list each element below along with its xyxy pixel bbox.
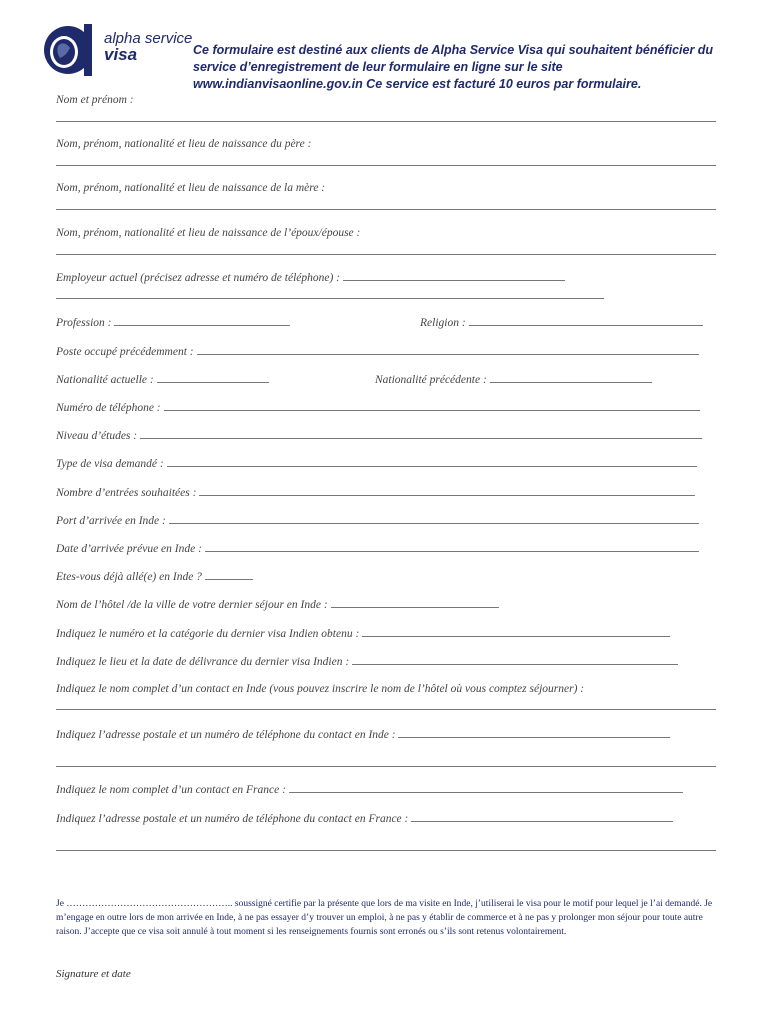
field-entrees-label: Nombre d’entrées souhaitées : — [56, 487, 197, 499]
field-etudes-label: Niveau d’études : — [56, 430, 138, 442]
field-mere-label: Nom, prénom, nationalité et lieu de naissance de la mère : — [56, 182, 326, 194]
field-dernier-visa-label: Indiquez le numéro et la catégorie du dernier visa Indien obtenu : — [56, 628, 360, 640]
field-poste-row — [56, 344, 699, 358]
field-religion-row — [420, 315, 703, 329]
field-etudes-input[interactable] — [140, 428, 702, 439]
field-poste-input[interactable] — [197, 344, 699, 355]
field-adresse-france-label: Indiquez l’adresse postale et un numéro de téléphone du contact en France : — [56, 813, 409, 825]
field-type-visa-input[interactable] — [167, 456, 697, 467]
field-hotel-row — [56, 597, 499, 611]
logo-line1: alpha service — [104, 30, 193, 47]
field-entrees-input[interactable] — [199, 485, 695, 496]
field-port-label: Port d’arrivée en Inde : — [56, 515, 166, 527]
field-lieu-delivrance-label: Indiquez le lieu et la date de délivrance du dernier visa Indien : — [56, 656, 350, 668]
field-contact-inde-input[interactable] — [56, 709, 716, 710]
field-etudes-row — [56, 428, 702, 442]
field-employeur-input[interactable] — [343, 270, 565, 281]
field-contact-france-label: Indiquez le nom complet d’un contact en France : — [56, 784, 286, 796]
field-nat-precedente-label: Nationalité précédente : — [375, 374, 487, 386]
field-nom-input[interactable] — [56, 121, 716, 122]
field-hotel-input[interactable] — [331, 597, 499, 608]
field-adresse-inde-input[interactable] — [398, 727, 670, 738]
field-type-visa-label: Type de visa demandé : — [56, 458, 164, 470]
field-pere-label: Nom, prénom, nationalité et lieu de naissance du père : — [56, 138, 312, 150]
field-nat-precedente-row — [375, 372, 652, 386]
intro-text: Ce formulaire est destiné aux clients de Alpha Service Visa qui souhaitent bénéficier du service d’enregistrement de leur formulaire en ligne sur le site www.indianvisaonline.gov.in Ce service est facturé 10 euros par formulaire. — [193, 43, 714, 91]
field-religion-input[interactable] — [469, 315, 703, 326]
field-epoux-input[interactable] — [56, 254, 716, 255]
field-telephone-label: Numéro de téléphone : — [56, 402, 161, 414]
field-dernier-visa-row — [56, 626, 670, 640]
field-adresse-inde-input-2[interactable] — [56, 766, 716, 767]
field-date-arrivee-row — [56, 541, 699, 555]
field-nat-actuelle-label: Nationalité actuelle : — [56, 374, 154, 386]
field-profession-input[interactable] — [114, 315, 290, 326]
field-nat-actuelle-input[interactable] — [157, 372, 269, 383]
signature-label: Signature et date — [56, 968, 131, 980]
logo-line2: visa — [104, 45, 138, 64]
field-poste-label: Poste occupé précédemment : — [56, 346, 194, 358]
declaration-text: Je …………………………………………….. soussigné certifie par la présente que lors de ma visite en Inde, j’utiliserai le visa pour le motif pour lequel je l’ai demandé. Je m’engage en outre lors de mon arrivée en Inde, à ne pas essayer d’y trouver un emploi, à ne pas y établir de commerce et à ne pas y prolonger mon séjour pour toute autre raison. J’accepte que ce visa soit annulé à tout moment si les renseignements fournis sont erronés ou s’ils sont retenus volontairement. — [56, 899, 713, 937]
field-entrees-row — [56, 485, 695, 499]
field-nat-precedente-input[interactable] — [490, 372, 652, 383]
field-epoux-label: Nom, prénom, nationalité et lieu de naissance de l’époux/épouse : — [56, 227, 361, 239]
field-lieu-delivrance-row — [56, 654, 678, 668]
field-contact-inde-label: Indiquez le nom complet d’un contact en Inde (vous pouvez inscrire le nom de l’hôtel où vous comptez séjourner) : — [56, 683, 585, 695]
field-adresse-inde-label: Indiquez l’adresse postale et un numéro de téléphone du contact en Inde : — [56, 729, 396, 741]
field-lieu-delivrance-input[interactable] — [352, 654, 678, 665]
field-religion-label: Religion : — [420, 317, 466, 329]
field-contact-france-row — [56, 782, 683, 796]
field-adresse-france-input[interactable] — [411, 811, 673, 822]
field-port-row — [56, 513, 699, 527]
field-profession-label: Profession : — [56, 317, 112, 329]
field-employeur-label: Employeur actuel (précisez adresse et numéro de téléphone) : — [56, 272, 341, 284]
field-hotel-label: Nom de l’hôtel /de la ville de votre dernier séjour en Inde : — [56, 599, 328, 611]
field-deja-alle-row — [56, 569, 253, 583]
field-adresse-inde-row — [56, 727, 670, 741]
field-nat-actuelle-row — [56, 372, 269, 386]
field-nom-label: Nom et prénom : — [56, 94, 134, 106]
field-employeur-row — [56, 270, 565, 284]
field-pere-input[interactable] — [56, 165, 716, 166]
field-adresse-france-input-2[interactable] — [56, 850, 716, 851]
field-telephone-row — [56, 400, 700, 414]
field-date-arrivee-label: Date d’arrivée prévue en Inde : — [56, 543, 202, 555]
field-telephone-input[interactable] — [164, 400, 700, 411]
field-deja-alle-label: Etes-vous déjà allé(e) en Inde ? — [56, 571, 202, 583]
field-dernier-visa-input[interactable] — [362, 626, 670, 637]
field-contact-france-input[interactable] — [289, 782, 683, 793]
field-port-input[interactable] — [169, 513, 699, 524]
field-adresse-france-row — [56, 811, 673, 825]
field-profession-row — [56, 315, 290, 329]
field-date-arrivee-input[interactable] — [205, 541, 699, 552]
field-type-visa-row — [56, 456, 697, 470]
field-mere-input[interactable] — [56, 209, 716, 210]
field-employeur-input-2[interactable] — [56, 298, 604, 299]
field-deja-alle-input[interactable] — [205, 569, 253, 580]
